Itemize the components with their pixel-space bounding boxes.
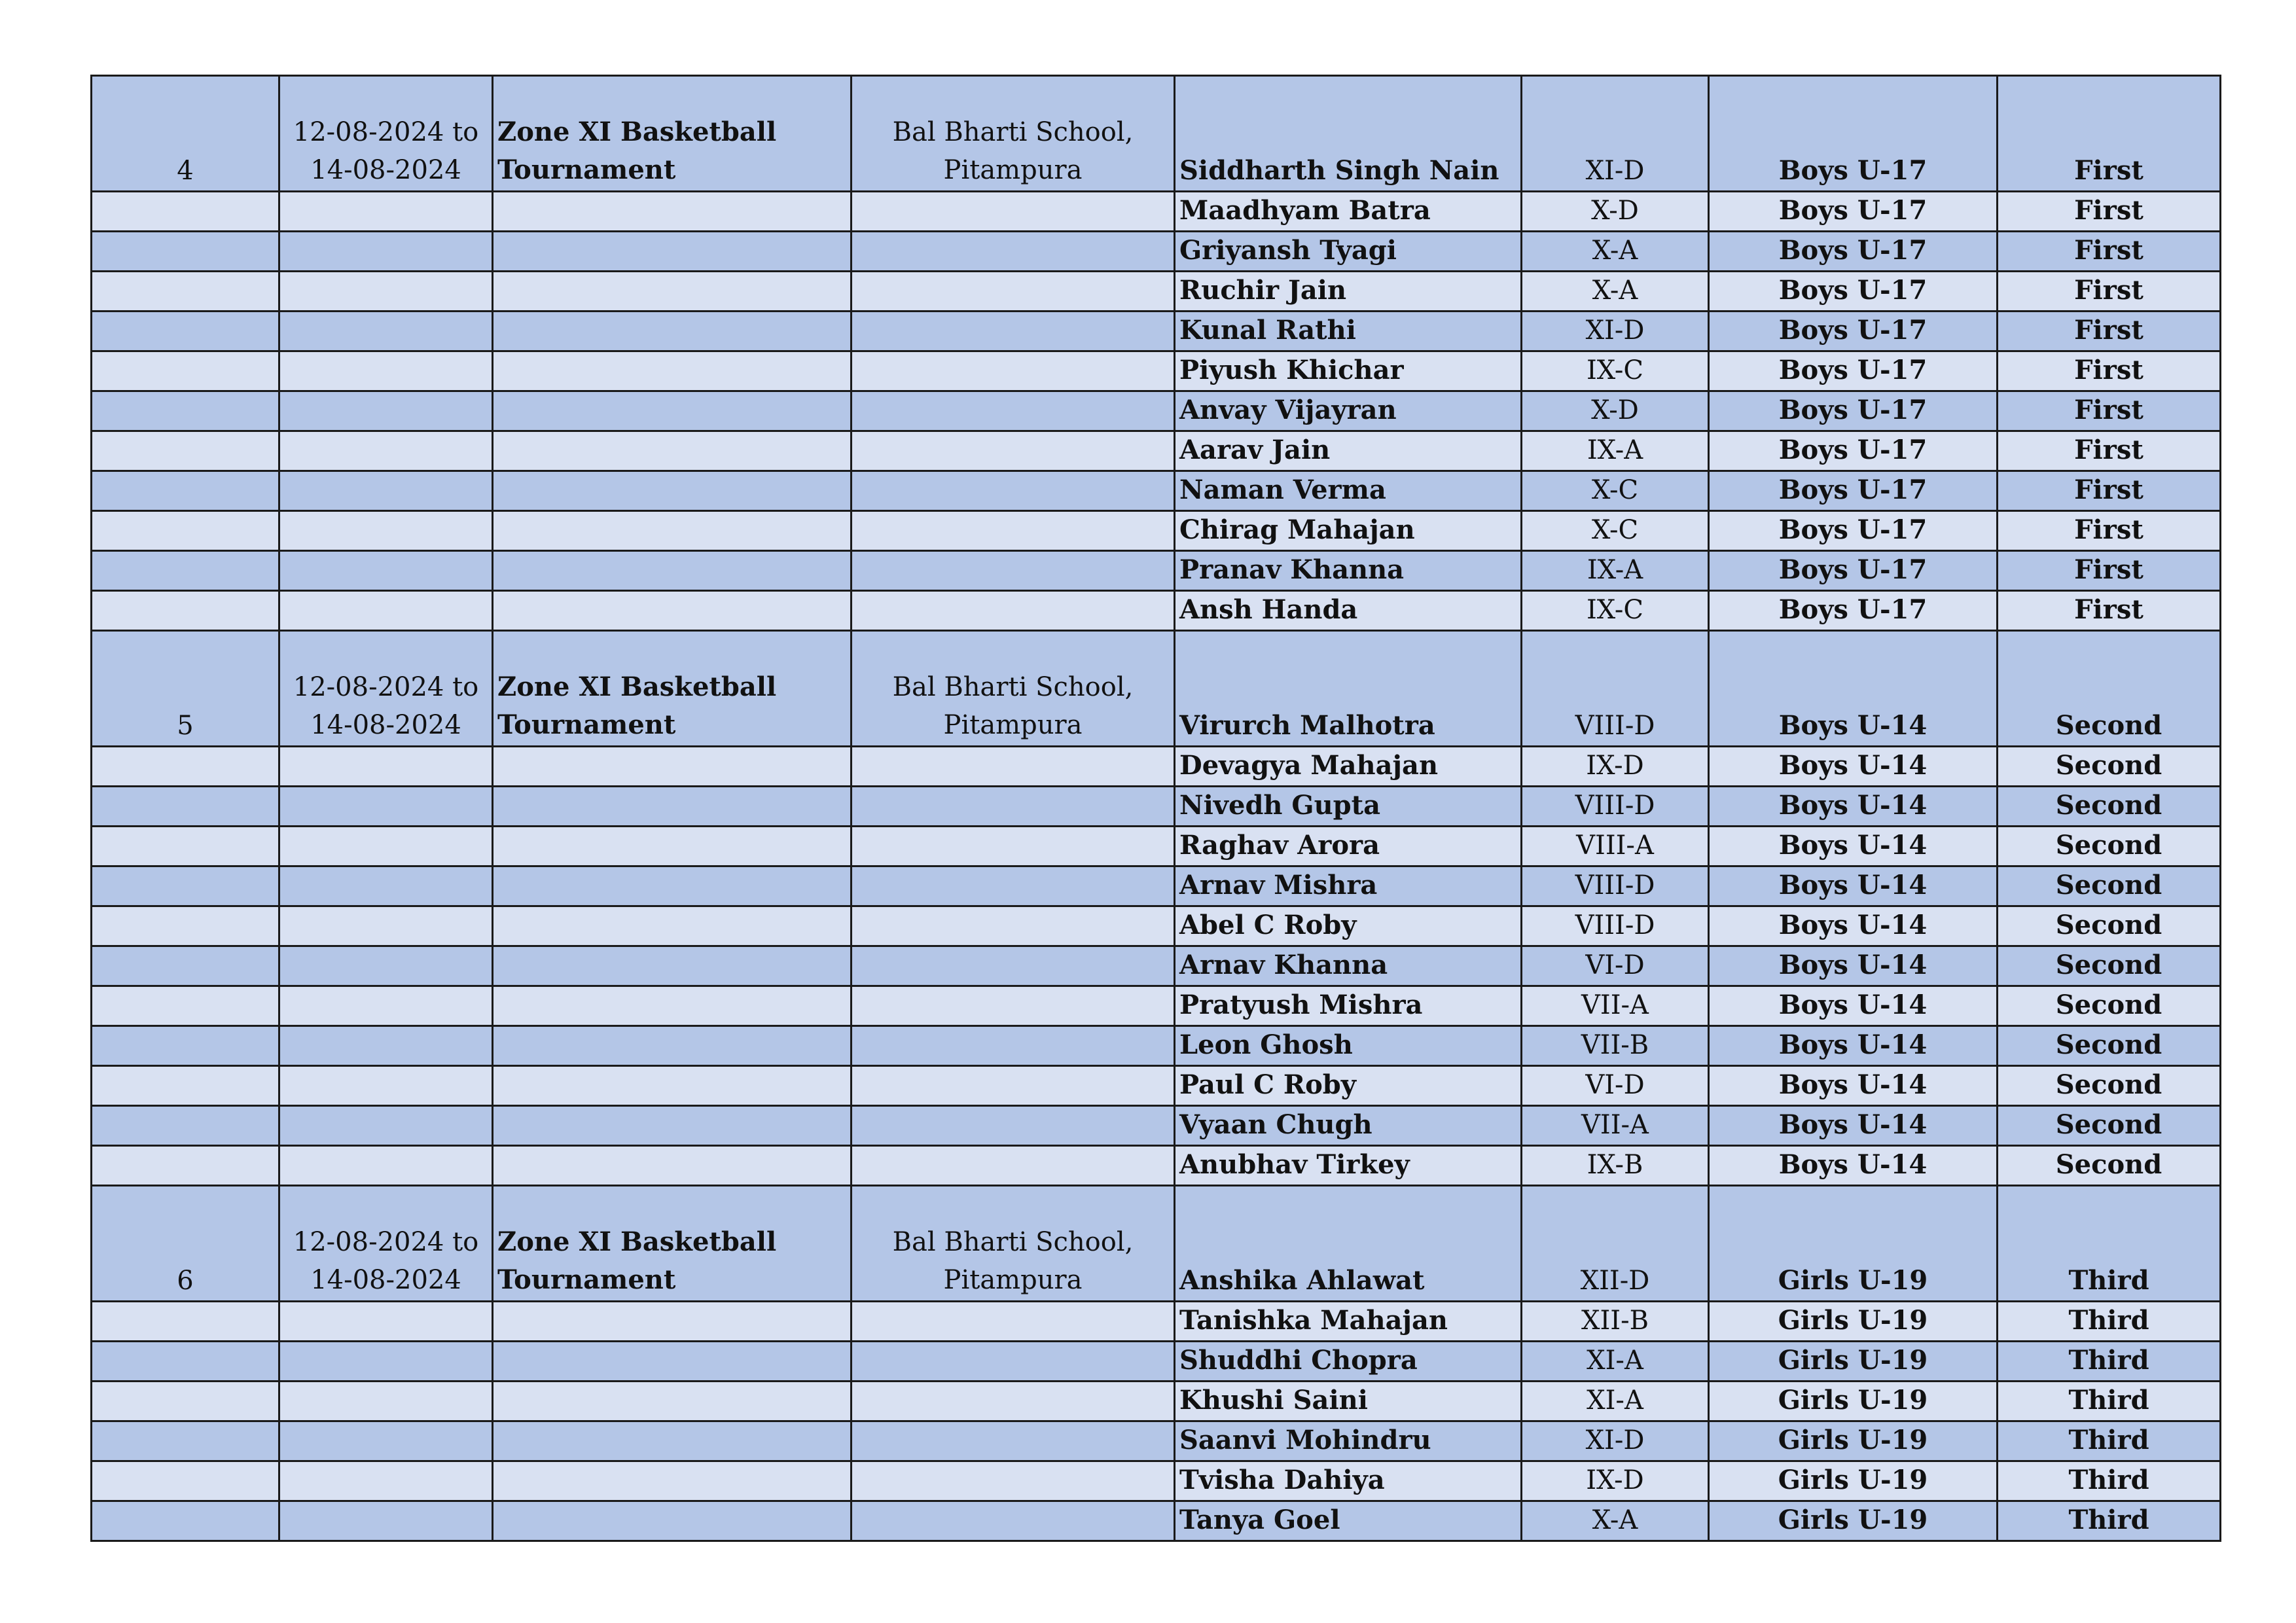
category: Girls U-19 [1709,1421,1998,1461]
position: First [1998,591,2221,631]
serial-number: 6 [92,1186,279,1302]
event-dates [279,1186,493,1302]
student-name: Ansh Handa [1175,591,1522,631]
event-dates-empty [279,906,493,946]
event-venue-empty [852,787,1175,827]
event-venue-empty [852,391,1175,431]
category: Boys U-17 [1709,591,1998,631]
event-venue [852,631,1175,747]
category: Girls U-19 [1709,1186,1998,1302]
student-class: XI-A [1522,1382,1709,1421]
category: Boys U-17 [1709,431,1998,471]
student-name: Saanvi Mohindru [1175,1421,1522,1461]
event-name-empty [493,1382,852,1421]
table-row [92,471,2221,511]
position: First [1998,351,2221,391]
serial-number-empty [92,866,279,906]
event-name-empty [493,1421,852,1461]
table-row [92,827,2221,866]
event-venue-empty [852,471,1175,511]
student-name: Aarav Jain [1175,431,1522,471]
event-name-empty [493,1026,852,1066]
position: Third [1998,1382,2221,1421]
event-name-empty [493,272,852,312]
event-venue-empty [852,1066,1175,1106]
event-dates-empty [279,866,493,906]
table-row [92,1342,2221,1382]
serial-number-empty [92,827,279,866]
event-dates-empty [279,1342,493,1382]
category: Boys U-17 [1709,76,1998,192]
student-class: X-C [1522,471,1709,511]
position: Third [1998,1186,2221,1302]
serial-number-empty [92,946,279,986]
group-header-row [92,631,2221,747]
event-dates-empty [279,986,493,1026]
event-name-empty [493,946,852,986]
results-table-body [92,76,2221,1541]
student-class: VIII-D [1522,866,1709,906]
event-dates-empty [279,511,493,551]
event-dates-empty [279,1501,493,1541]
position: First [1998,312,2221,351]
serial-number-empty [92,551,279,591]
event-name-line: Zone XI Basketball [497,671,777,702]
results-table [90,75,2221,1542]
event-name-empty [493,1106,852,1146]
student-name: Tvisha Dahiya [1175,1461,1522,1501]
position: First [1998,391,2221,431]
position: Second [1998,827,2221,866]
student-name: Chirag Mahajan [1175,511,1522,551]
position: Third [1998,1421,2221,1461]
serial-number-empty [92,747,279,787]
event-venue-empty [852,272,1175,312]
student-class: XII-D [1522,1186,1709,1302]
student-name: Tanya Goel [1175,1501,1522,1541]
student-class: VIII-D [1522,787,1709,827]
event-name-empty [493,1461,852,1501]
event-venue-line: Pitampura [943,710,1083,740]
student-name: Nivedh Gupta [1175,787,1522,827]
student-name: Shuddhi Chopra [1175,1342,1522,1382]
student-name: Anubhav Tirkey [1175,1146,1522,1186]
event-venue-empty [852,431,1175,471]
position: First [1998,551,2221,591]
event-dates-empty [279,1302,493,1342]
event-name-empty [493,471,852,511]
student-class: XII-B [1522,1302,1709,1342]
event-name-line: Tournament [497,1264,676,1295]
event-name-empty [493,312,852,351]
student-class: IX-B [1522,1146,1709,1186]
event-dates-line: 14-08-2024 [310,710,461,740]
position: Second [1998,906,2221,946]
table-row [92,747,2221,787]
student-name: Khushi Saini [1175,1382,1522,1421]
event-dates-empty [279,471,493,511]
event-venue-empty [852,1421,1175,1461]
event-dates-empty [279,827,493,866]
position: Second [1998,1066,2221,1106]
student-name: Pranav Khanna [1175,551,1522,591]
student-class: X-D [1522,192,1709,232]
table-row [92,192,2221,232]
student-class: VII-A [1522,1106,1709,1146]
table-row [92,431,2221,471]
event-dates-empty [279,946,493,986]
event-venue-empty [852,551,1175,591]
student-class: X-A [1522,272,1709,312]
category: Boys U-17 [1709,551,1998,591]
event-venue-empty [852,866,1175,906]
event-name-empty [493,747,852,787]
serial-number-empty [92,312,279,351]
table-row [92,272,2221,312]
position: First [1998,471,2221,511]
serial-number-empty [92,1382,279,1421]
position: Second [1998,986,2221,1026]
event-name-empty [493,866,852,906]
position: Second [1998,1106,2221,1146]
student-name: Raghav Arora [1175,827,1522,866]
event-name-empty [493,986,852,1026]
position: Third [1998,1461,2221,1501]
event-dates-empty [279,551,493,591]
student-name: Pratyush Mishra [1175,986,1522,1026]
position: Second [1998,1026,2221,1066]
event-venue [852,76,1175,192]
table-row [92,906,2221,946]
event-dates-empty [279,1026,493,1066]
event-venue-empty [852,232,1175,272]
serial-number: 4 [92,76,279,192]
student-class: XI-D [1522,312,1709,351]
student-class: X-C [1522,511,1709,551]
table-row [92,312,2221,351]
event-dates-empty [279,747,493,787]
category: Boys U-14 [1709,906,1998,946]
table-row [92,1146,2221,1186]
event-dates-line: 12-08-2024 to [293,672,479,702]
event-name-empty [493,591,852,631]
student-name: Vyaan Chugh [1175,1106,1522,1146]
student-class: VII-A [1522,986,1709,1026]
serial-number-empty [92,1342,279,1382]
event-dates-empty [279,351,493,391]
serial-number-empty [92,431,279,471]
student-name: Arnav Khanna [1175,946,1522,986]
table-row [92,1461,2221,1501]
group-header-row [92,1186,2221,1302]
serial-number-empty [92,391,279,431]
event-venue-line: Pitampura [943,155,1083,185]
serial-number-empty [92,232,279,272]
category: Girls U-19 [1709,1461,1998,1501]
event-dates-empty [279,232,493,272]
event-venue-empty [852,906,1175,946]
event-name-empty [493,192,852,232]
position: Third [1998,1342,2221,1382]
category: Girls U-19 [1709,1342,1998,1382]
serial-number-empty [92,1501,279,1541]
category: Boys U-14 [1709,747,1998,787]
position: Third [1998,1501,2221,1541]
position: First [1998,192,2221,232]
position: First [1998,272,2221,312]
serial-number-empty [92,1421,279,1461]
student-class: IX-A [1522,431,1709,471]
event-name-line: Tournament [497,154,676,185]
serial-number: 5 [92,631,279,747]
serial-number-empty [92,787,279,827]
category: Boys U-14 [1709,1066,1998,1106]
student-name: Leon Ghosh [1175,1026,1522,1066]
table-row [92,391,2221,431]
event-dates-empty [279,1146,493,1186]
serial-number-empty [92,351,279,391]
event-name-line: Tournament [497,709,676,740]
event-name-empty [493,1066,852,1106]
event-venue-line: Bal Bharti School, [892,672,1134,702]
event-dates-empty [279,192,493,232]
event-venue-line: Bal Bharti School, [892,117,1134,147]
event-dates-empty [279,1106,493,1146]
event-venue-empty [852,312,1175,351]
category: Boys U-17 [1709,312,1998,351]
event-dates-empty [279,1066,493,1106]
category: Boys U-14 [1709,827,1998,866]
position: First [1998,76,2221,192]
student-name: Piyush Khichar [1175,351,1522,391]
student-class: VIII-D [1522,631,1709,747]
student-name: Tanishka Mahajan [1175,1302,1522,1342]
event-dates [279,631,493,747]
student-name: Siddharth Singh Nain [1175,76,1522,192]
table-row [92,1501,2221,1541]
event-venue-empty [852,1342,1175,1382]
table-row [92,866,2221,906]
table-row [92,1382,2221,1421]
serial-number-empty [92,986,279,1026]
table-row [92,1026,2221,1066]
student-class: IX-D [1522,1461,1709,1501]
student-name: Abel C Roby [1175,906,1522,946]
event-dates-line: 12-08-2024 to [293,1227,479,1257]
event-dates-empty [279,272,493,312]
event-venue-empty [852,1382,1175,1421]
student-class: VI-D [1522,946,1709,986]
category: Boys U-14 [1709,1106,1998,1146]
student-class: XI-D [1522,1421,1709,1461]
event-venue-empty [852,986,1175,1026]
student-class: XI-A [1522,1342,1709,1382]
category: Girls U-19 [1709,1382,1998,1421]
position: Second [1998,631,2221,747]
student-name: Ruchir Jain [1175,272,1522,312]
event-venue-empty [852,1501,1175,1541]
category: Boys U-14 [1709,1026,1998,1066]
event-venue-empty [852,1146,1175,1186]
event-name-empty [493,551,852,591]
category: Girls U-19 [1709,1302,1998,1342]
event-name-empty [493,1302,852,1342]
event-venue-empty [852,1106,1175,1146]
event-name-empty [493,351,852,391]
position: First [1998,431,2221,471]
event-name-empty [493,511,852,551]
serial-number-empty [92,1026,279,1066]
student-name: Maadhyam Batra [1175,192,1522,232]
event-name-empty [493,1342,852,1382]
student-name: Anvay Vijayran [1175,391,1522,431]
student-class: VII-B [1522,1026,1709,1066]
category: Boys U-17 [1709,391,1998,431]
table-row [92,591,2221,631]
position: First [1998,511,2221,551]
event-name-empty [493,391,852,431]
serial-number-empty [92,1106,279,1146]
position: Second [1998,946,2221,986]
event-venue-line: Pitampura [943,1265,1083,1295]
student-class: VIII-D [1522,906,1709,946]
serial-number-empty [92,511,279,551]
serial-number-empty [92,272,279,312]
position: Third [1998,1302,2221,1342]
category: Boys U-17 [1709,232,1998,272]
category: Boys U-17 [1709,511,1998,551]
table-row [92,511,2221,551]
student-name: Naman Verma [1175,471,1522,511]
event-name-empty [493,232,852,272]
event-name-empty [493,1501,852,1541]
event-name-empty [493,787,852,827]
event-dates-empty [279,1382,493,1421]
event-venue [852,1186,1175,1302]
event-name-empty [493,906,852,946]
category: Boys U-17 [1709,471,1998,511]
event-dates-empty [279,1461,493,1501]
event-dates-empty [279,391,493,431]
serial-number-empty [92,1146,279,1186]
event-venue-empty [852,511,1175,551]
event-venue-empty [852,1026,1175,1066]
event-name-empty [493,827,852,866]
event-name [493,1186,852,1302]
event-dates [279,76,493,192]
student-class: VI-D [1522,1066,1709,1106]
table-row [92,551,2221,591]
table-row [92,351,2221,391]
student-class: X-A [1522,232,1709,272]
student-class: VIII-A [1522,827,1709,866]
serial-number-empty [92,906,279,946]
event-name [493,76,852,192]
event-name-empty [493,431,852,471]
student-class: IX-D [1522,747,1709,787]
event-venue-line: Bal Bharti School, [892,1227,1134,1257]
category: Boys U-14 [1709,986,1998,1026]
student-class: IX-A [1522,551,1709,591]
event-name-line: Zone XI Basketball [497,116,777,147]
serial-number-empty [92,591,279,631]
event-venue-empty [852,351,1175,391]
event-name-empty [493,1146,852,1186]
category: Boys U-14 [1709,946,1998,986]
event-dates-empty [279,591,493,631]
category: Boys U-14 [1709,631,1998,747]
table-row [92,986,2221,1026]
category: Girls U-19 [1709,1501,1998,1541]
table-row [92,232,2221,272]
group-header-row [92,76,2221,192]
student-name: Paul C Roby [1175,1066,1522,1106]
student-class: X-A [1522,1501,1709,1541]
event-venue-empty [852,946,1175,986]
student-class: XI-D [1522,76,1709,192]
table-row [92,1106,2221,1146]
event-venue-empty [852,1302,1175,1342]
event-name [493,631,852,747]
event-dates-line: 12-08-2024 to [293,117,479,147]
table-row [92,1066,2221,1106]
event-dates-empty [279,312,493,351]
serial-number-empty [92,192,279,232]
table-row [92,1302,2221,1342]
category: Boys U-14 [1709,787,1998,827]
category: Boys U-14 [1709,1146,1998,1186]
student-name: Devagya Mahajan [1175,747,1522,787]
table-row [92,1421,2221,1461]
serial-number-empty [92,471,279,511]
event-dates-line: 14-08-2024 [310,1265,461,1295]
event-dates-empty [279,787,493,827]
student-class: X-D [1522,391,1709,431]
event-venue-empty [852,591,1175,631]
student-name: Virurch Malhotra [1175,631,1522,747]
event-dates-line: 14-08-2024 [310,155,461,185]
event-venue-empty [852,827,1175,866]
position: Second [1998,866,2221,906]
event-dates-empty [279,1421,493,1461]
student-class: IX-C [1522,591,1709,631]
table-row [92,946,2221,986]
category: Boys U-14 [1709,866,1998,906]
position: Second [1998,1146,2221,1186]
position: Second [1998,747,2221,787]
serial-number-empty [92,1066,279,1106]
event-dates-empty [279,431,493,471]
category: Boys U-17 [1709,351,1998,391]
position: Second [1998,787,2221,827]
student-class: IX-C [1522,351,1709,391]
serial-number-empty [92,1461,279,1501]
event-venue-empty [852,747,1175,787]
student-name: Arnav Mishra [1175,866,1522,906]
student-name: Griyansh Tyagi [1175,232,1522,272]
category: Boys U-17 [1709,192,1998,232]
table-row [92,787,2221,827]
student-name: Anshika Ahlawat [1175,1186,1522,1302]
category: Boys U-17 [1709,272,1998,312]
position: First [1998,232,2221,272]
serial-number-empty [92,1302,279,1342]
event-venue-empty [852,192,1175,232]
event-name-line: Zone XI Basketball [497,1226,777,1257]
student-name: Kunal Rathi [1175,312,1522,351]
event-venue-empty [852,1461,1175,1501]
